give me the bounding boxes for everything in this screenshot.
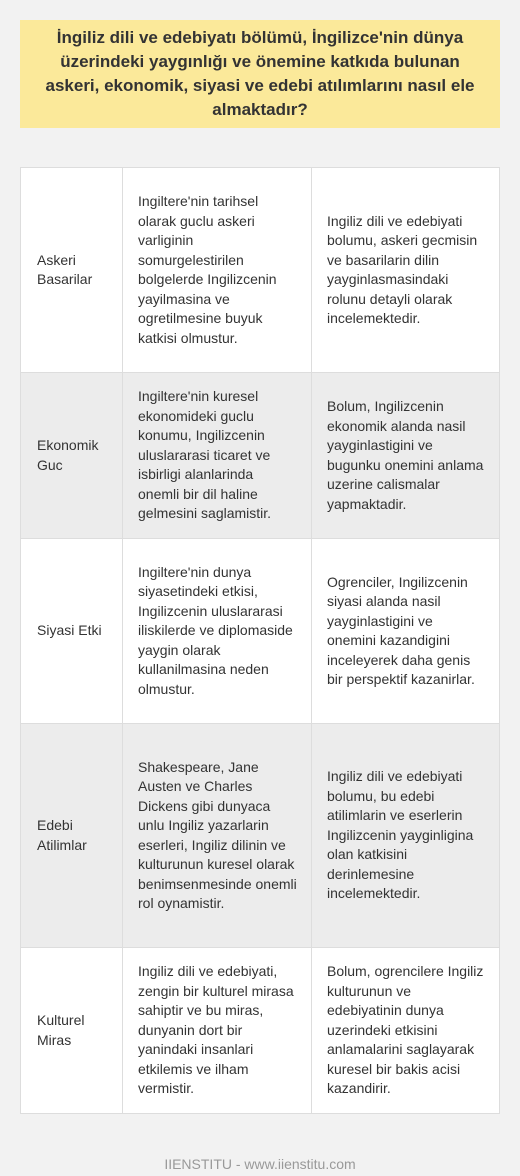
description-cell: Ingiltere'nin dunya siyasetindeki etkisi, Ingilizcenin uluslararasi iliskilerde ve diplomaside yaygin olarak kullanilmasina neden olmustur.	[123, 539, 312, 724]
department-focus-cell: Bolum, ogrencilere Ingiliz kulturunun ve edebiyatinin dunya uzerindeki etkisini anlamalarini saglayarak kuresel bir bakis acisi kazandirir.	[312, 948, 500, 1114]
table-row	[21, 373, 500, 539]
description-cell: Ingiliz dili ve edebiyati, zengin bir kulturel mirasa sahiptir ve bu miras, dunyanin dort bir yanindaki insanlari etkilemis ve ilham vermistir.	[123, 948, 312, 1114]
department-focus-cell: Bolum, Ingilizcenin ekonomik alanda nasil yayginlastigini ve bugunku onemini anlama uzerine calismalar yapmaktadir.	[312, 373, 500, 539]
category-cell: Siyasi Etki	[21, 539, 123, 724]
category-cell: Edebi Atilimlar	[21, 724, 123, 948]
table-row	[21, 539, 500, 724]
description-cell: Ingiltere'nin tarihsel olarak guclu askeri varliginin somurgelestirilen bolgelerde Ingilizcenin yayilmasina ve ogretilmesine buyuk katkisi olmustur.	[123, 168, 312, 373]
department-focus-cell: Ingiliz dili ve edebiyati bolumu, askeri gecmisin ve basarilarin dilin yayginlasmasindaki rolunu detayli olarak incelemektedir.	[312, 168, 500, 373]
page-title: İngiliz dili ve edebiyatı bölümü, İngilizce'nin dünya üzerindeki yaygınlığı ve önemine katkıda bulunan askeri, ekonomik, siyasi ve edebi atılımlarını nasıl ele almaktadır?	[45, 28, 475, 119]
category-cell: Kulturel Miras	[21, 948, 123, 1114]
description-cell: Ingiltere'nin kuresel ekonomideki guclu konumu, Ingilizcenin uluslararasi ticaret ve isbirligi alanlarinda onemli bir dil haline gelmesini saglamistir.	[123, 373, 312, 539]
category-cell: Askeri Basarilar	[21, 168, 123, 373]
department-focus-cell: Ogrenciler, Ingilizcenin siyasi alanda nasil yayginlastigini ve onemini kazandigini inceleyerek daha genis bir perspektif kazanirlar.	[312, 539, 500, 724]
department-focus-cell: Ingiliz dili ve edebiyati bolumu, bu edebi atilimlarin ve eserlerin Ingilizcenin yayginligina olan katkisini derinlemesine incelemektedir.	[312, 724, 500, 948]
info-table	[20, 167, 500, 1114]
table-row	[21, 948, 500, 1114]
description-cell: Shakespeare, Jane Austen ve Charles Dickens gibi dunyaca unlu Ingiliz yazarlarin eserleri, Ingiliz dilinin ve kulturunun kuresel olarak benimsenmesinde onemli rol oynamistir.	[123, 724, 312, 948]
footer-text: IIENSTITU - www.iienstitu.com	[164, 1156, 356, 1172]
table-row	[21, 724, 500, 948]
table-row	[21, 168, 500, 373]
category-cell: Ekonomik Guc	[21, 373, 123, 539]
title-banner	[20, 20, 500, 128]
